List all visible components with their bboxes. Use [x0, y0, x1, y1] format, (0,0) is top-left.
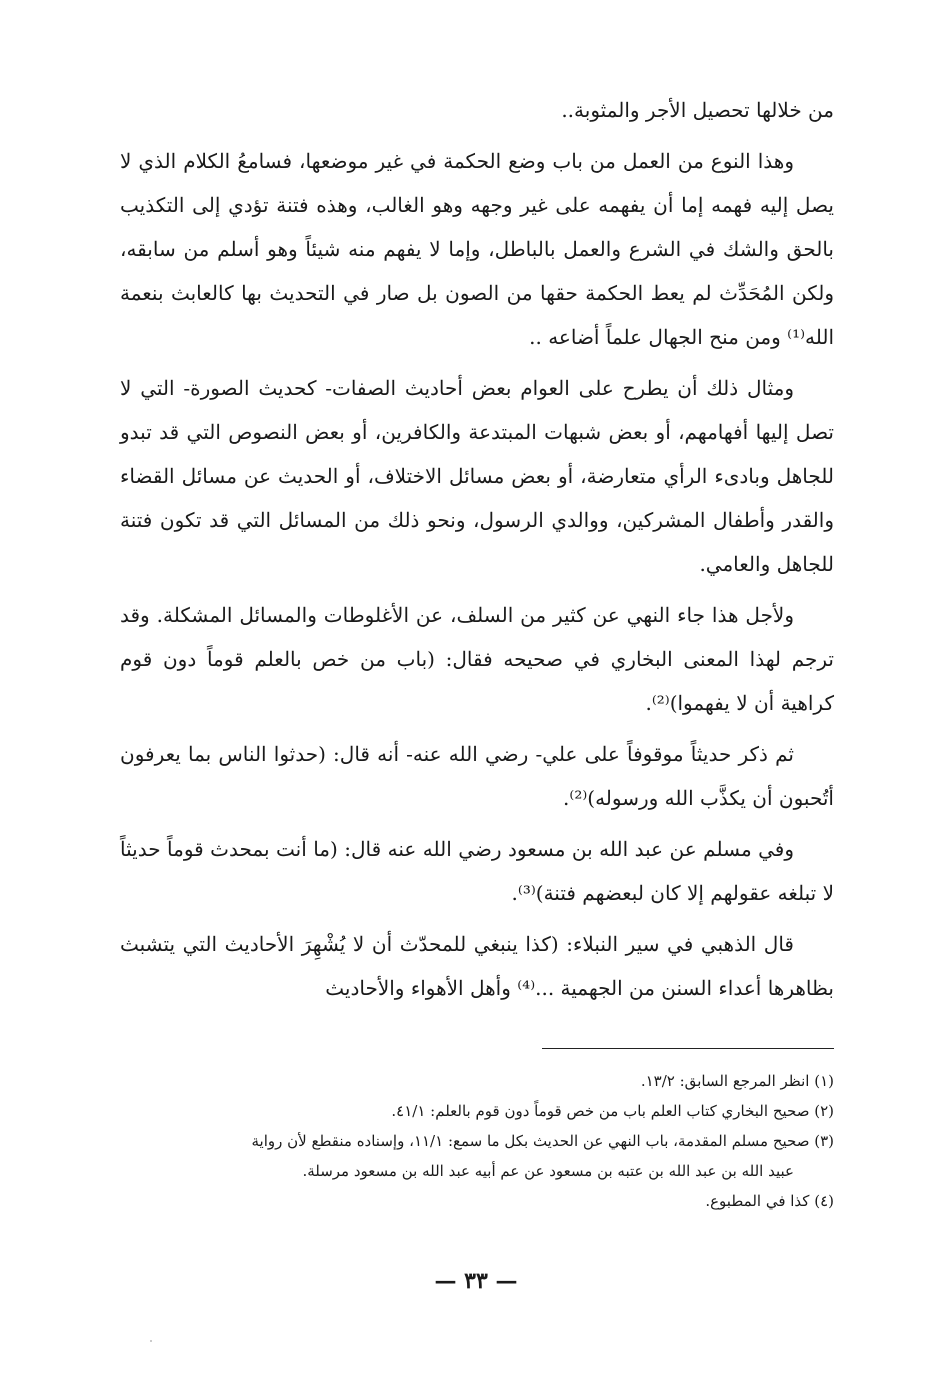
paragraph: ولأجل هذا جاء النهي عن كثير من السلف، عن الأغلوطات والمسائل المشكلة. وقد ترجم لهذا المعنى البخاري في صحيحه فقال: (باب من خص بالعلم قوماً دون قوم كراهية أن لا يفهموا)⁽²⁾.	[120, 603, 834, 715]
main-text	[120, 88, 834, 1017]
paragraph: ومثال ذلك أن يطرح على العوام بعض أحاديث الصفات- كحديث الصورة- التي لا تصل إليها أفهامهم، أو بعض شبهات المبتدعة والكافرين، أو بعض النصوص التي قد تبدو للجاهل وبادىء الرأي متعارضة، أو بعض مسائل الاختلاف، أو الحديث عن مسائل القضاء والقدر وأطفال المشركين، ووالدي الرسول، ونحو ذلك من المسائل التي قد تكون فتنة للجاهل والعامي.	[120, 376, 834, 576]
paragraph: قال الذهبي في سير النبلاء: (كذا ينبغي للمحدّث أن لا يُشْهِرَ الأحاديث التي يتشبث بظاهرها أعداء السنن من الجهمية ...⁽⁴⁾ وأهل الأهواء والأحاديث	[120, 932, 834, 1000]
footnote-4: (٤) كذا في المطبوع.	[705, 1192, 834, 1210]
paragraph: وهذا النوع من العمل من باب وضع الحكمة في غير موضعها، فسامعُ الكلام الذي لا يصل إليه فهمه إما أن يفهمه على غير وجهه وهو الغالب، وهذه فتنة تؤدي إلى التكذيب بالحق والشك في الشرع والعمل بالباطل، وإما لا يفهم منه شيئاً وهو أسلم من سابقه، ولكن المُحَدِّث لم يعط الحكمة حقها من الصون بل صار في التحديث بها كالعابث بنعمة الله⁽¹⁾ ومن منح الجهال علماً أضاعه ..	[120, 149, 834, 349]
footnote-1: (١) انظر المرجع السابق: ١٣/٢.	[640, 1072, 834, 1090]
footnote-3-continuation: عبيد الله بن عبد الله بن عتبه بن مسعود عن عم أبيه عبد الله بن مسعود مرسلة.	[302, 1162, 794, 1180]
page-number: — ٣٣ —	[434, 1268, 518, 1294]
footnote-divider	[542, 1048, 834, 1049]
scan-speck	[150, 1340, 152, 1342]
footnote-3: (٣) صحيح مسلم المقدمة، باب النهي عن الحديث بكل ما سمع: ١١/١، وإسناده منقطع لأن رواية	[251, 1132, 834, 1150]
paragraph: ثم ذكر حديثاً موقوفاً على علي- رضي الله عنه- أنه قال: (حدثوا الناس بما يعرفون أتُحبون أن يكذَّب الله ورسوله)⁽²⁾.	[120, 742, 834, 810]
paragraph: وفي مسلم عن عبد الله بن مسعود رضي الله عنه قال: (ما أنت بمحدث قوماً حديثاً لا تبلغه عقولهم إلا كان لبعضهم فتنة)⁽³⁾.	[120, 837, 834, 905]
footnote-2: (٢) صحيح البخاري كتاب العلم باب من خص قوماً دون قوم بالعلم: ٤١/١.	[391, 1102, 834, 1120]
paragraph-continuation: من خلالها تحصيل الأجر والمثوبة..	[561, 98, 834, 122]
footnotes	[120, 1066, 834, 1216]
